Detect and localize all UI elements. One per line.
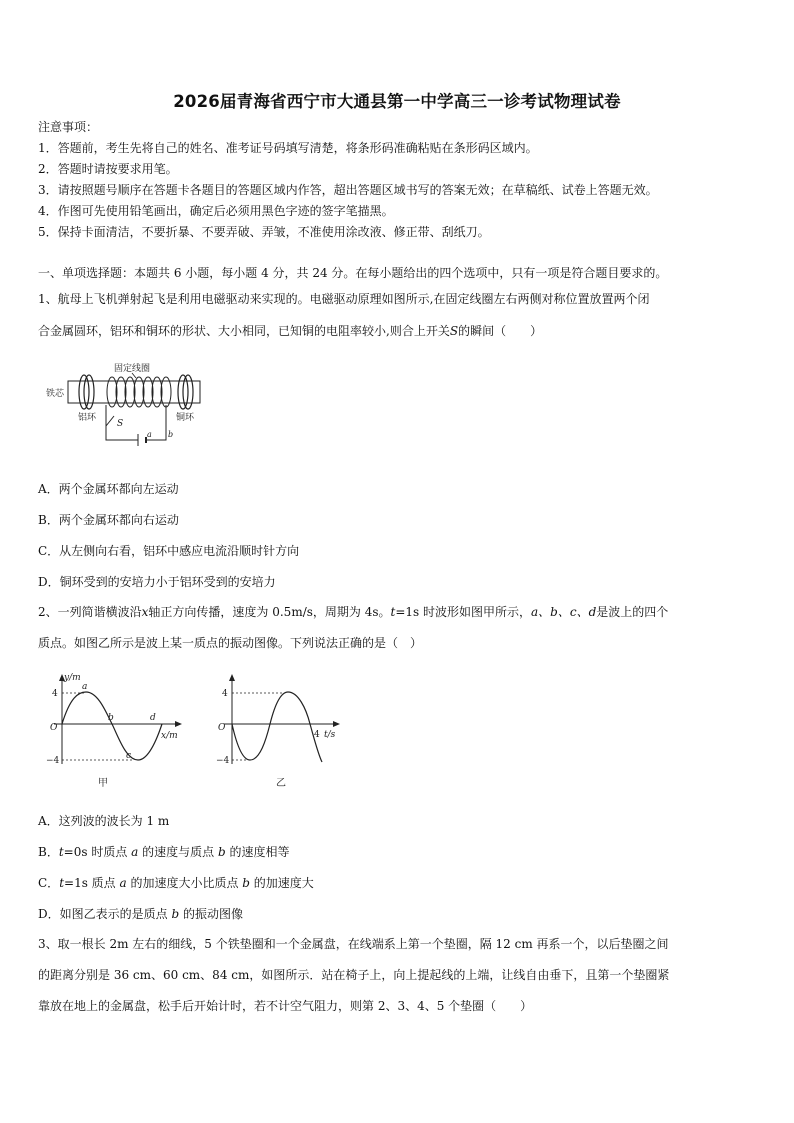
- label-origin: O: [218, 723, 226, 733]
- aluminum-ring: [79, 375, 94, 409]
- label-ylabel: y/m: [64, 673, 81, 683]
- notice-item: 2．答题时请按要求用笔。: [38, 162, 178, 176]
- opt-text: 的振动图像: [179, 907, 243, 921]
- opt-text: 的加速度大: [249, 876, 314, 890]
- point-d: d: [150, 713, 156, 723]
- caption-yi: 乙: [276, 778, 286, 789]
- var-t: t: [58, 845, 64, 859]
- opt-text: =1s 质点: [64, 876, 120, 890]
- q1-option-c[interactable]: C．从左侧向右看，铝环中感应电流沿顺时针方向: [38, 544, 300, 558]
- var-b: b: [217, 845, 226, 859]
- label-terminal-b: b: [168, 430, 174, 439]
- q3-stem-line2: 的距离分别是 36 cm、60 cm、84 cm，如图所示．站在椅子上，向上提起线的上端，让线自由垂下，且第一个垫圈紧: [38, 968, 670, 982]
- notice-item: 3．请按照题号顺序在答题卡各题目的答题区域内作答，超出答题区域书写的答案无效；在草稿纸、试卷上答题无效。: [38, 183, 658, 197]
- opt-text: =0s 时质点: [63, 845, 132, 859]
- q1-option-d[interactable]: D．铜环受到的安培力小于铝环受到的安培力: [38, 575, 276, 589]
- q2-var-t: t: [390, 605, 396, 619]
- vibration-curve: [232, 692, 322, 762]
- label-xlabel: t/s: [324, 730, 336, 740]
- caption-jia: 甲: [98, 778, 108, 789]
- x-axis-arrow: [175, 721, 182, 727]
- q1-option-a[interactable]: A．两个金属环都向左运动: [38, 482, 179, 496]
- var-t: t: [59, 876, 65, 890]
- q2-text: 2、一列简谐横波沿: [38, 605, 142, 619]
- q2-option-d[interactable]: [38, 905, 243, 922]
- point-b: b: [108, 713, 114, 723]
- page-title: 2026届青海省西宁市大通县第一中学高三一诊考试物理试卷: [173, 92, 621, 111]
- q2-text: 是波上的四个: [596, 605, 669, 619]
- q3-stem-line3: 靠放在地上的金属盘，松手后开始计时，若不计空气阻力，则第 2、3、4、5 个垫圈（ ）: [38, 999, 533, 1013]
- point-a: a: [82, 682, 88, 692]
- q2-points: a、b、c、d: [531, 605, 597, 619]
- label-origin: O: [50, 723, 58, 733]
- q2-wave-graph-jia: [42, 668, 192, 796]
- q1-option-b[interactable]: B．两个金属环都向右运动: [38, 513, 179, 527]
- var-b: b: [242, 876, 250, 890]
- label-copper-ring: 铜环: [176, 413, 195, 423]
- label-tick-neg4: −4: [46, 756, 60, 766]
- opt-text: D．如图乙表示的是质点: [38, 907, 172, 921]
- q2-stem-line1: [38, 604, 668, 620]
- q1-stem-line2: [38, 323, 542, 339]
- label-tick-x4: 4: [314, 730, 320, 740]
- copper-ring: [178, 375, 193, 409]
- switch-blade: [106, 416, 114, 426]
- label-tick-4: 4: [52, 689, 58, 699]
- notice-heading: 注意事项：: [38, 120, 99, 134]
- label-tick-neg4: −4: [216, 756, 230, 766]
- q1-stem-text: 合金属圆环，铝环和铜环的形状、大小相同，已知铜的电阻率较小,则合上开关: [38, 324, 450, 338]
- x-axis-arrow: [333, 721, 340, 727]
- opt-text: C．: [38, 876, 60, 890]
- q2-stem-line2: 质点。如图乙所示是波上某一质点的振动图像。下列说法正确的是（ ）: [38, 636, 423, 650]
- q2-option-a[interactable]: A．这列波的波长为 1 m: [38, 814, 170, 828]
- notice-item: 4．作图可先使用铅笔画出，确定后必须用黑色字迹的签字笔描黑。: [38, 204, 394, 218]
- label-fixed-coil: 固定线圈: [114, 364, 151, 374]
- q2-var-x: x: [141, 605, 149, 619]
- var-a: a: [119, 876, 127, 890]
- section-heading: 一、单项选择题：本题共 6 小题，每小题 4 分，共 24 分。在每小题给出的四个选项中，只有一项是符合题目要求的。: [38, 266, 668, 280]
- q2-text: =1s 时波形如图甲所示，: [395, 605, 532, 619]
- label-tick-4: 4: [222, 689, 228, 699]
- q1-coil-diagram: [40, 360, 220, 450]
- q2-text: 轴正方向传播，速度为 0.5m/s，周期为 4s。: [148, 605, 391, 619]
- point-c: c: [126, 751, 132, 761]
- q1-switch-var: S: [449, 324, 459, 338]
- label-aluminum-ring: 铝环: [78, 413, 97, 423]
- opt-text: 的速度与质点: [138, 845, 218, 859]
- label-iron-core: 铁芯: [46, 389, 65, 399]
- var-a: a: [131, 845, 139, 859]
- notice-item: 1．答题前，考生先将自己的姓名、准考证号码填写清楚，将条形码准确粘贴在条形码区域内。: [38, 141, 538, 155]
- q2-option-b[interactable]: [38, 843, 289, 860]
- q1-stem-tail: 的瞬间（ ）: [458, 324, 543, 338]
- notice-item: 5．保持卡面清洁，不要折暴、不要弄破、弄皱，不准使用涂改液、修正带、刮纸刀。: [38, 225, 490, 239]
- q2-vibration-graph-yi: [210, 668, 360, 796]
- opt-text: B．: [38, 845, 59, 859]
- y-axis-arrow: [229, 674, 235, 681]
- q3-stem-line1: 3、取一根长 2m 左右的细线，5 个铁垫圈和一个金属盘，在线端系上第一个垫圈，隔 12 cm 再系一个，以后垫圈之间: [38, 937, 669, 951]
- q2-option-c[interactable]: [38, 874, 314, 891]
- q1-stem-line1: 1、航母上飞机弹射起飞是利用电磁驱动来实现的。电磁驱动原理如图所示,在固定线圈左右两侧对称位置放置两个闭: [38, 292, 650, 306]
- var-b: b: [171, 907, 180, 921]
- label-terminal-a: a: [147, 430, 152, 439]
- opt-text: 的加速度大小比质点: [126, 876, 243, 890]
- label-xlabel: x/m: [161, 731, 178, 741]
- wave-curve: [62, 692, 162, 760]
- label-switch: S: [117, 419, 124, 429]
- opt-text: 的速度相等: [225, 845, 290, 859]
